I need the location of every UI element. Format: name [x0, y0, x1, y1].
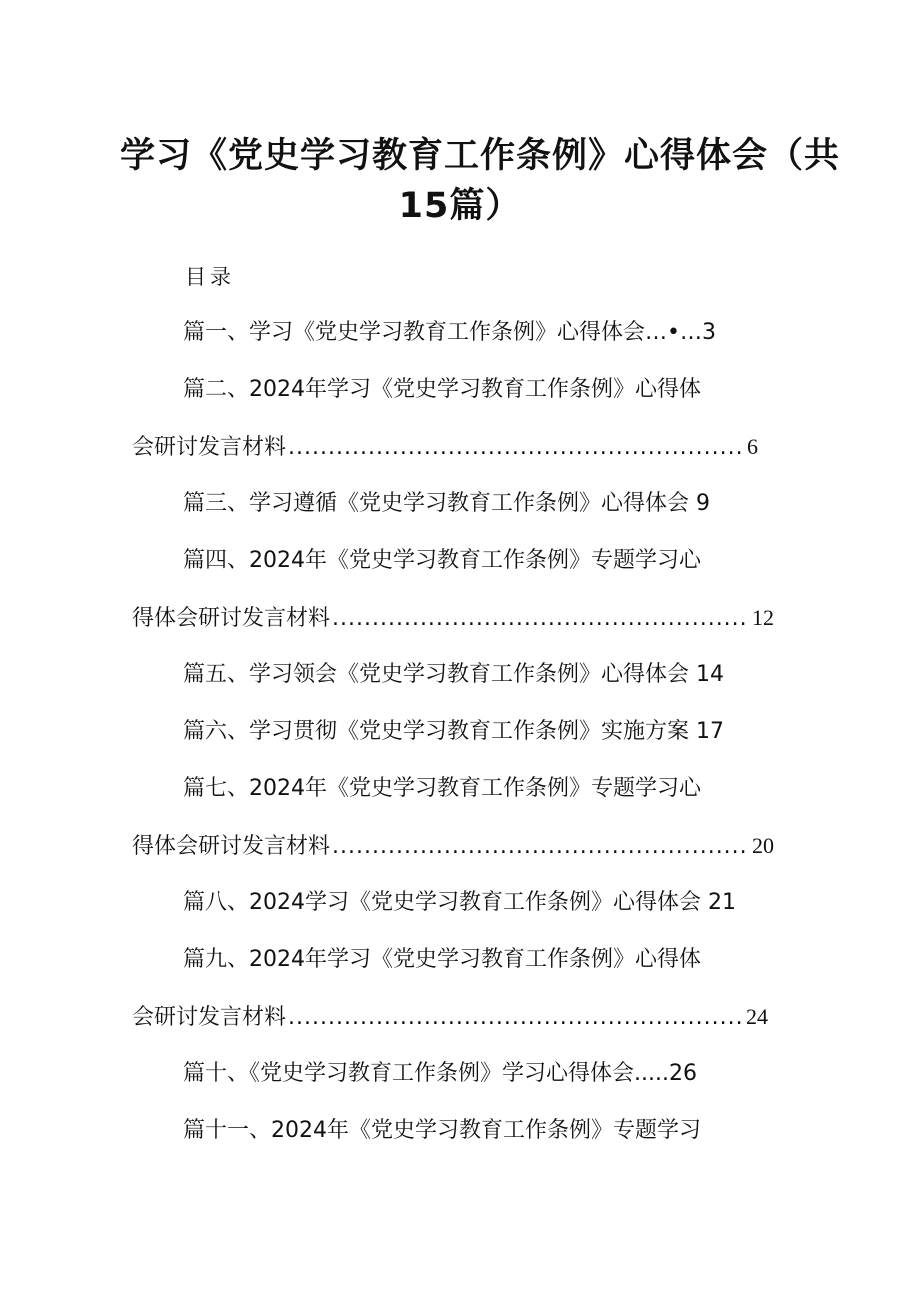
toc-entry-4-page: 12	[752, 605, 774, 630]
toc-entry-5[interactable]: 篇五、学习领会《党史学习教育工作条例》心得体会 14	[183, 662, 724, 687]
toc-leader-dots	[332, 832, 750, 862]
toc-entry-2-page: 6	[747, 434, 758, 459]
toc-entry-9-page: 24	[746, 1004, 768, 1029]
toc-entry-9-line-1[interactable]: 篇九、2024年学习《党史学习教育工作条例》心得体	[183, 947, 701, 972]
toc-entry-6[interactable]: 篇六、学习贯彻《党史学习教育工作条例》实施方案 17	[183, 719, 724, 744]
toc-entry-10[interactable]: 篇十、《党史学习教育工作条例》学习心得体会.....26	[183, 1061, 697, 1086]
toc-entry-4-text: 得体会研讨发言材料	[132, 606, 331, 631]
toc-entry-4-line-1[interactable]: 篇四、2024年《党史学习教育工作条例》专题学习心	[183, 548, 701, 573]
toc-heading: 目录	[185, 265, 235, 289]
toc-leader-dots	[288, 1003, 744, 1033]
toc-entry-7-text: 得体会研讨发言材料	[132, 834, 331, 859]
toc-entry-7-line-2[interactable]	[132, 831, 774, 862]
toc-entry-2-text: 会研讨发言材料	[132, 435, 287, 460]
toc-entry-9-line-2[interactable]	[132, 1002, 768, 1033]
document-title-line-2: 15篇）	[398, 186, 522, 226]
toc-entry-1[interactable]: 篇一、学习《党史学习教育工作条例》心得体会…•…3	[183, 320, 716, 345]
toc-leader-dots	[332, 604, 750, 634]
toc-entry-2-line-1[interactable]: 篇二、2024年学习《党史学习教育工作条例》心得体	[183, 377, 701, 402]
toc-entry-3[interactable]: 篇三、学习遵循《党史学习教育工作条例》心得体会 9	[183, 491, 710, 516]
toc-entry-7-page: 20	[752, 833, 774, 858]
document-title-line-1: 学习《党史学习教育工作条例》心得体会（共	[120, 136, 841, 176]
toc-entry-7-line-1[interactable]: 篇七、2024年《党史学习教育工作条例》专题学习心	[183, 776, 701, 801]
toc-leader-dots	[288, 433, 745, 463]
toc-entry-8[interactable]: 篇八、2024学习《党史学习教育工作条例》心得体会 21	[183, 890, 736, 915]
toc-entry-2-line-2[interactable]	[132, 432, 758, 463]
toc-entry-9-text: 会研讨发言材料	[132, 1005, 287, 1030]
toc-entry-4-line-2[interactable]	[132, 603, 774, 634]
toc-entry-11-line-1[interactable]: 篇十一、2024年《党史学习教育工作条例》专题学习	[183, 1118, 701, 1143]
